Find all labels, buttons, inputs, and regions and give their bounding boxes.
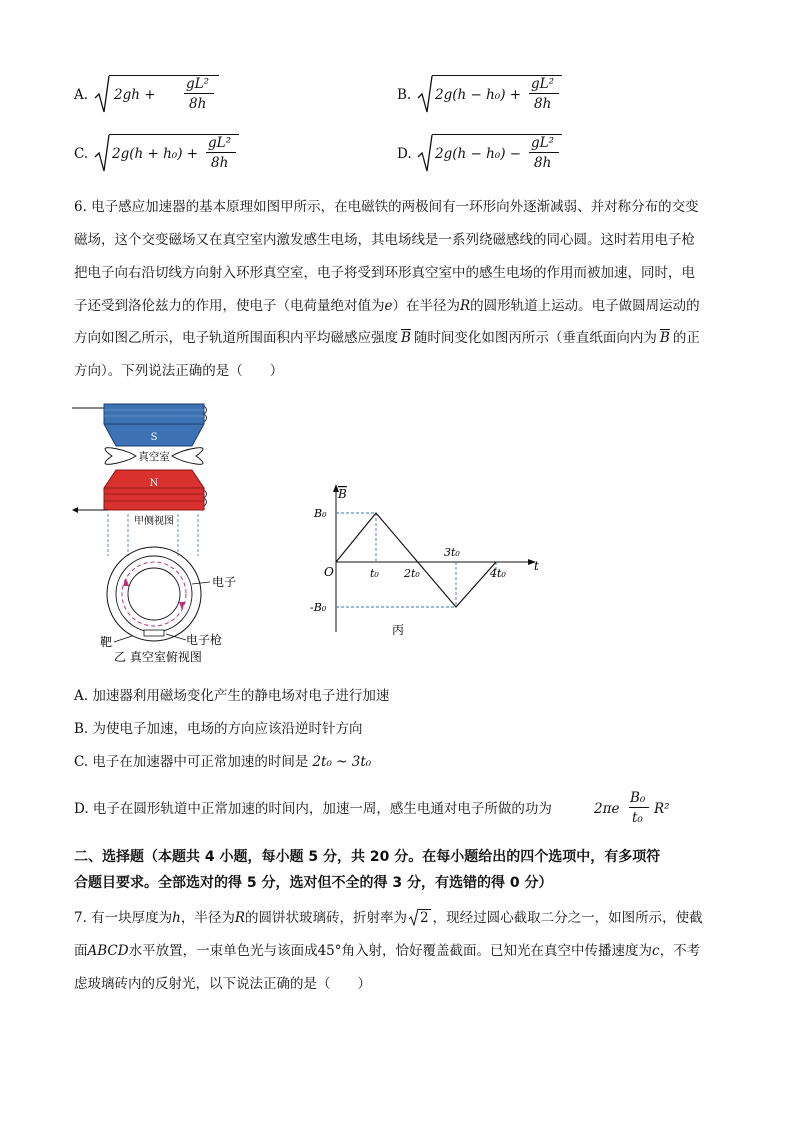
electron-label: 电子 [212, 575, 237, 589]
s-label: S [150, 432, 158, 443]
frac-denominator: 8h [211, 155, 229, 171]
vacuum-chamber-right [172, 448, 203, 465]
t2-label: 2t₀ [404, 567, 420, 580]
y-axis-label: B [338, 487, 347, 501]
side-view-label: 甲侧视图 [134, 516, 174, 527]
q6-line-5: 方向如图乙所示，电子轨道所围面积内平均磁感应强度 $\overline{B}$ 随时间变化如图丙所示（垂直纸面向内为 $\overline{B}$ 的正 [74, 330, 700, 346]
c-math: 2t₀ ~ 3t₀ [312, 754, 372, 770]
q6-option-a: A. 加速器利用磁场变化产生的静电场对电子进行加速 [74, 688, 390, 704]
chamber-outer-ring [107, 547, 201, 641]
q5-option-c [74, 131, 294, 177]
b-curve [336, 513, 496, 607]
frac-numerator: gL² [186, 76, 210, 92]
d-math-right: R² [654, 801, 670, 817]
vacuum-label: 真空室 [138, 451, 170, 463]
d-frac-den: t₀ [632, 810, 643, 826]
origin-label: O [324, 565, 334, 579]
sqrt-sign-icon [417, 133, 433, 173]
sqrt-sign-icon [409, 908, 418, 926]
q6-line-6: 方向）。下列说法正确的是（ ） [74, 363, 284, 379]
b0-label: B₀ [314, 507, 327, 520]
sqrt-sign-icon [94, 133, 110, 173]
option-label: C. [74, 146, 89, 162]
radicand: 2g(h − h₀) − [435, 146, 522, 162]
frac-denominator: 8h [534, 96, 552, 112]
frac-denominator: 8h [534, 155, 552, 171]
t0-label: t₀ [370, 567, 379, 580]
radicand: 2g(h + h₀) + [112, 146, 199, 162]
q6-line-1: 6. 电子感应加速器的基本原理如图甲所示，在电磁铁的两极间有一环形向外逐渐减弱、并对称分布的交变 [74, 199, 699, 215]
q5-option-b [397, 72, 617, 118]
d-math-left: 2πe [594, 801, 620, 817]
sqrt-sign-icon [417, 74, 433, 114]
frac-denominator: 8h [189, 96, 207, 112]
q5-option-a [74, 72, 274, 118]
gun-label: 电子枪 [186, 633, 223, 647]
q6-option-d: D. 电子在圆形轨道中正常加速的时间内，加速一周，感生电通对电子所做的功为 2πe B₀ t₀ R² [74, 790, 670, 826]
frac-numerator: gL² [531, 135, 555, 151]
q6-line-3: 把电子向右沿切线方向射入环形真空室，电子将受到环形真空室中的感生电场的作用而被加速，同时，电 [74, 265, 695, 281]
radicand: 2gh + [114, 87, 156, 103]
q6-option-b: B. 为使电子加速，电场的方向应该沿逆时针方向 [74, 721, 363, 737]
radicand: 2g(h − h₀) + [435, 87, 522, 103]
t4-label: 4t₀ [490, 567, 506, 580]
accelerator-figure [68, 396, 308, 668]
s-pole-magnet [104, 404, 204, 424]
q5-option-d [397, 131, 617, 177]
b-bar-symbol: $\overline{B}$ [659, 330, 670, 346]
frac-numerator: gL² [208, 135, 232, 151]
b-t-graph [310, 482, 550, 642]
vacuum-chamber-left [105, 448, 136, 465]
q7-line-3: 虑玻璃砖内的反射光，以下说法正确的是（ ） [74, 976, 371, 992]
n-label: N [149, 478, 159, 489]
x-axis-label: t [534, 559, 539, 573]
sqrt-sign-icon [94, 74, 110, 114]
q7-line-2: 面ABCD水平放置，一束单色光与该面成45°角入射，恰好覆盖截面。已知光在真空中传播速度为c，不考 [74, 943, 701, 959]
section2-heading-line-2: 合题目要求。全部选对的得 5 分，选对但不全的得 3 分，有选错的得 0 分） [74, 875, 553, 891]
d-frac-num: B₀ [630, 790, 646, 806]
q6-line-4: 子还受到洛伦兹力的作用，使电子（电荷量绝对值为e）在半径为R的圆形轨道上运动。电子做圆周运动的 [74, 298, 700, 314]
top-view-label: 乙 真空室俯视图 [114, 650, 202, 664]
neg-b0-label: -B₀ [310, 601, 327, 614]
electron-orbit [122, 562, 186, 626]
option-label: D. [397, 146, 412, 162]
graph-label: 丙 [392, 623, 405, 637]
option-label: A. [74, 87, 89, 103]
electron-gun [144, 630, 164, 636]
frac-numerator: gL² [531, 76, 555, 92]
t3-label: 3t₀ [444, 546, 460, 559]
target-label: 靶 [100, 635, 113, 649]
section2-heading-line-1: 二、选择题（本题共 4 小题，每小题 5 分，共 20 分。在每小题给出的四个选项中，有多项符 [74, 849, 661, 865]
q6-option-c: C. 电子在加速器中可正常加速的时间是 2t₀ ~ 3t₀ [74, 754, 372, 770]
b-bar-symbol: $\overline{B}$ [401, 330, 411, 346]
sqrt-two: 2 [409, 910, 431, 926]
option-label: B. [397, 87, 412, 103]
q7-line-1: 7. 有一块厚度为h，半径为R的圆饼状玻璃砖，折射率为 2 ，现经过圆心截取二分之一，如图所示，使截 [74, 910, 703, 926]
n-pole-magnet [104, 488, 204, 510]
q6-line-2: 磁场，这个交变磁场又在真空室内激发感生电场，其电场线是一系列绕磁感线的同心圆。这时若用电子枪 [74, 232, 695, 248]
